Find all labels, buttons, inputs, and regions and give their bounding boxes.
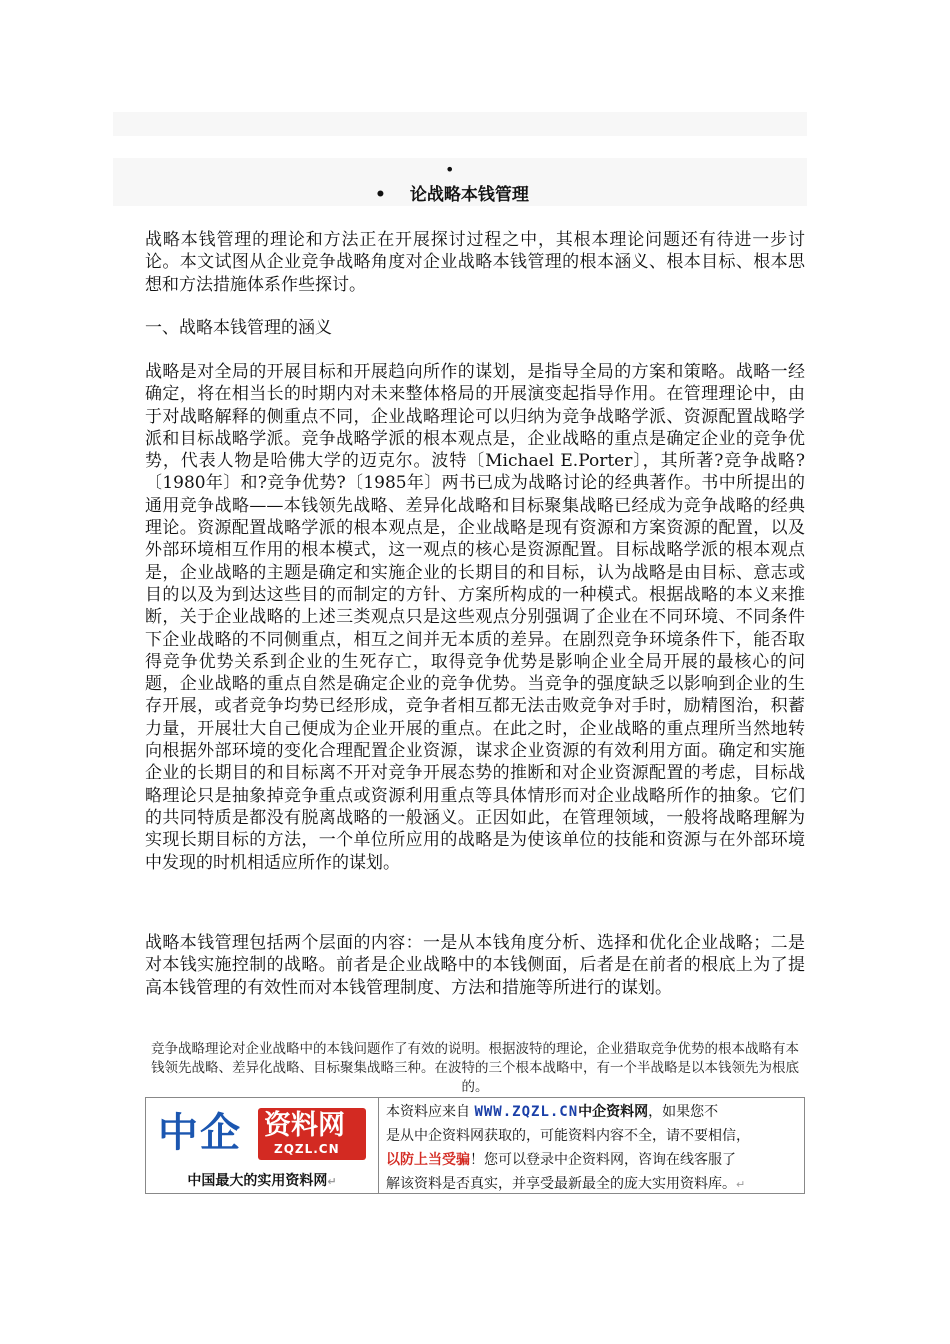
header-dot: • <box>445 160 455 179</box>
ad-brand-name: 中企资料网 <box>578 1104 649 1120</box>
logo-text-box: 资料网 <box>264 1110 345 1141</box>
title-bullet: • <box>375 185 386 205</box>
intro-paragraph: 战略本钱管理的理论和方法正在开展探讨过程之中，其根本理论问题还有待进一步讨论。本文试图从企业竞争战略角度对企业战略本钱管理的根本涵义、根本目标、根本思想和方法措施体系作些探讨。 <box>145 230 805 295</box>
ad-logo-panel[interactable] <box>146 1098 379 1193</box>
caption-paragraph: 竞争战略理论对企业战略中的本钱问题作了有效的说明。根据波特的理论，企业猎取竞争优势的根本战略有本钱领先战略、差异化战略、目标聚集战略三种。在波特的三个根本战略中，有一个半战略是以本钱领先为根底的。 <box>151 1041 799 1095</box>
ad-warning-text: 以防上当受骗 <box>386 1152 470 1168</box>
ad-line1-suffix: ，如果您不 <box>648 1104 719 1120</box>
ad-line3-rest: ！您可以登录中企资料网，咨询在线客服了 <box>470 1152 736 1168</box>
ad-tagline-text: 中国最大的实用资料网 <box>187 1173 328 1189</box>
ad-line-4 <box>386 1172 802 1197</box>
return-mark-icon: ↵ <box>327 1175 337 1188</box>
page-title: 论战略本钱管理 <box>409 185 529 205</box>
ad-line-1 <box>386 1100 802 1124</box>
logo-text-main: 中企 <box>158 1110 242 1156</box>
header-band-top <box>113 112 807 136</box>
ad-line4-text: 解该资料是否真实，并享受最新最全的庞大实用资料库。 <box>386 1176 736 1192</box>
logo-url-text: ZQZL.CN <box>274 1142 340 1156</box>
body-paragraph-1: 战略是对全局的开展目标和开展趋向所作的谋划，是指导全局的方案和策略。战略一经确定，将在相当长的时期内对未来整体格局的开展演变起指导作用。在管理理论中，由于对战略解释的侧重点不同，企业战略理论可以归纳为竞争战略学派、资源配置战略学派和目标战略学派。竞争战略学派的根本观点是，企业战略的重点是确定企业的竞争优势，代表人物是哈佛大学的迈克尔。波特〔Michael E.Porter〕，其所著?竞争战略?〔1980年〕和?竞争优势?〔1985年〕两书已成为战略讨论的经典著作。书中所提出的通用竞争战略——本钱领先战略、差异化战略和目标聚集战略已经成为竞争战略的经典理论。资源配置战略学派的根本观点是，企业战略是现有资源和方案资源的配置，以及外部环境相互作用的根本模式，这一观点的核心是资源配置。目标战略学派的根本观点是，企业战略的主题是确定和实施企业的长期目的和目标，认为战略是由目标、意志或目的以及为到达这些目的而制定的方针、方案所构成的一种模式。根据战略的本义来推断，关于企业战略的上述三类观点只是这些观点分别强调了企业在不同环境、不同条件下企业战略的不同侧重点，相互之间并无本质的差异。在剧烈竞争环境条件下，能否取得竞争优势关系到企业的生死存亡，取得竞争优势是影响企业全局开展的最核心的问题，企业战略的重点自然是确定企业的竞争优势。当竞争的强度缺乏以影响到企业的生存开展，或者竞争均势已经形成，竞争者相互都无法击败竞争对手时，励精图治，积蓄力量，开展壮大自己便成为企业开展的重点。在此之时，企业战略的重点理所当然地转向根据外部环境的变化合理配置企业资源，谋求企业资源的有效利用方面。确定和实施企业的长期目的和目标离不开对竞争开展态势的推断和对企业资源配置的考虑，目标战略理论只是抽象掉竞争重点或资源利用重点等具体情形而对企业战略所作的抽象。它们的共同特质是都没有脱离战略的一般涵义。正因如此，在管理领域，一般将战略理解为实现长期目标的方法，一个单位所应用的战略是为使该单位的技能和资源与在外部环境中发现的时机相适应所作的谋划。 <box>145 362 805 873</box>
ad-tagline <box>146 1170 378 1190</box>
ad-line-2: 是从中企资料网获取的，可能资料内容不全，请不要相信， <box>386 1128 750 1144</box>
ad-banner[interactable] <box>145 1097 805 1194</box>
ad-site-link[interactable]: WWW.ZQZL.CN <box>474 1104 579 1120</box>
return-mark-icon: ↵ <box>736 1178 746 1191</box>
body-paragraph-2: 战略本钱管理包括两个层面的内容：一是从本钱角度分析、选择和优化企业战略；二是对本钱实施控制的战略。前者是企业战略中的本钱侧面，后者是在前者的根底上为了提高本钱管理的有效性而对本钱管理制度、方法和措施等所进行的谋划。 <box>145 933 805 998</box>
section-heading: 一、战略本钱管理的涵义 <box>145 318 332 338</box>
zqzl-logo[interactable] <box>154 1104 370 1162</box>
logo-red-box <box>258 1108 366 1160</box>
ad-notice <box>386 1100 802 1197</box>
page-title-row <box>375 184 529 206</box>
ad-line-3 <box>386 1148 802 1172</box>
ad-line1-prefix: 本资料应来自 <box>386 1104 475 1120</box>
